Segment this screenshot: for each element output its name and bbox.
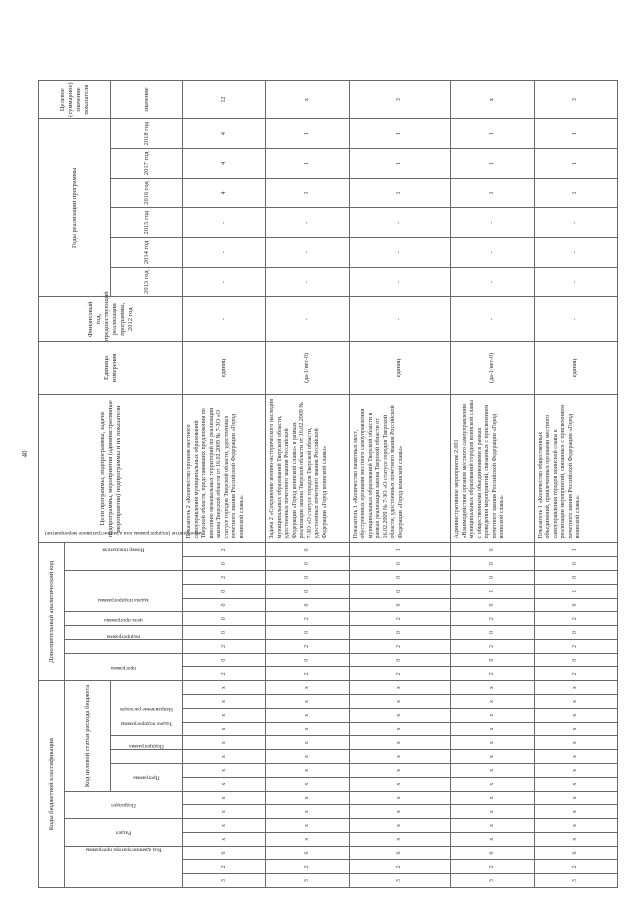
header-target: Целевое (суммарное) значение показателя	[39, 81, 111, 119]
row-y2015: -	[349, 208, 451, 238]
budget-code-digit: х	[183, 805, 266, 819]
table-row	[183, 81, 266, 888]
header-unit: Единица измерения	[39, 341, 183, 394]
budget-code-digit: х	[451, 832, 534, 846]
budget-code-digit: х	[266, 832, 349, 846]
analytic-code-digit: 0	[451, 626, 534, 640]
budget-code-digit: х	[266, 805, 349, 819]
budget-code-digit: 6	[534, 846, 617, 860]
analytic-code-digit: 0	[349, 584, 451, 598]
header-analytic-code: Дополнительный аналитический код	[39, 543, 65, 681]
row-y2015: -	[534, 208, 617, 238]
analytic-code-digit: 0	[451, 543, 534, 557]
analytic-code-digit: 2	[534, 639, 617, 653]
analytic-code-digit: 0	[266, 598, 349, 612]
row-y2013: -	[349, 267, 451, 297]
budget-code-digit: 3	[451, 874, 534, 888]
table-row	[451, 81, 534, 888]
budget-code-digit: х	[534, 819, 617, 833]
budget-code-digit: х	[451, 777, 534, 791]
analytic-code-digit: 0	[183, 598, 266, 612]
budget-code-digit: х	[349, 708, 451, 722]
row-y2013: -	[534, 267, 617, 297]
header-name: Цели программы, подпрограммы, задачи подпрограммы, мероприятия (административные мероприятия) подпрограммы и их показатели	[39, 394, 183, 542]
budget-code-digit: х	[534, 750, 617, 764]
row-y2013: -	[266, 267, 349, 297]
budget-code-digit: х	[349, 722, 451, 736]
row-y2014: -	[266, 238, 349, 268]
header-subsection	[65, 791, 183, 819]
analytic-code-digit: 0	[534, 626, 617, 640]
budget-code-digit: х	[451, 805, 534, 819]
budget-code-digit: х	[451, 681, 534, 695]
budget-code-digit: х	[183, 819, 266, 833]
table-row	[534, 81, 617, 888]
budget-code-digit: х	[349, 681, 451, 695]
budget-code-digit: 2	[183, 860, 266, 874]
analytic-code-digit: 0	[534, 653, 617, 667]
header-section	[65, 819, 183, 847]
budget-code-digit: 3	[266, 874, 349, 888]
row-y2014: -	[534, 238, 617, 268]
analytic-code-digit: 2	[266, 639, 349, 653]
row-name: Показатель 2 «Количество органов местного самоуправления муниципальных образований Тверской области, представивших предложения по внесению межевальных территорий по реализации закона Тверской области от 16.02.2009 № 7-ЗО «О статусе городов Тверской области, удостоенных почетного звания Российской Федерации «Город воинской славы»	[183, 394, 266, 542]
analytic-code-digit: 2	[266, 667, 349, 681]
row-finance: -	[534, 297, 617, 342]
row-y2018: 1	[266, 119, 349, 149]
budget-code-digit: х	[451, 695, 534, 709]
budget-code-digit: х	[266, 736, 349, 750]
budget-code-digit: х	[266, 777, 349, 791]
analytic-code-digit: 0	[266, 543, 349, 557]
budget-code-digit: х	[183, 722, 266, 736]
row-y2017: 1	[534, 149, 617, 179]
analytic-code-digit: 0	[183, 653, 266, 667]
budget-code-digit: х	[266, 708, 349, 722]
header-finance-year: Финансовый год, предшествующий реализации программы, 2012 год	[39, 297, 183, 342]
analytic-code-digit: 2	[183, 639, 266, 653]
row-y2013: -	[451, 267, 534, 297]
row-y2015: -	[266, 208, 349, 238]
row-unit: (да-1/нет-0)	[266, 341, 349, 394]
budget-code-digit: 6	[266, 846, 349, 860]
budget-code-digit: х	[349, 832, 451, 846]
budget-code-digit: х	[534, 708, 617, 722]
header-section-text: Раздел	[115, 829, 132, 836]
analytic-code-digit: 2	[451, 639, 534, 653]
budget-code-digit: х	[183, 736, 266, 750]
analytic-code-digit: 0	[534, 598, 617, 612]
analytic-code-digit: 0	[451, 598, 534, 612]
budget-code-digit: х	[349, 763, 451, 777]
analytic-code-digit: 0	[349, 653, 451, 667]
row-y2017: 1	[349, 149, 451, 179]
row-name: Задача 2 «Сохранение военно-исторического наследия муниципальных образований Тверской области, удостоенных почетного звания Российской Федерации «Город воинской славы» в рамках реализации закона Тверской области от 16.02.2009 № 7-ЗО «О статусе городов Тверской области, удостоенных почетного звания Российской Федерации «Город воинской славы»	[266, 394, 349, 542]
header-a-event-text: мероприятие (подпрограммы или административное мероприятие)	[44, 530, 203, 537]
budget-code-digit: 2	[349, 860, 451, 874]
analytic-code-digit: 1	[349, 543, 451, 557]
header-a-program-text: программа	[110, 664, 137, 671]
header-subsection-text: Подраздел	[111, 802, 136, 809]
analytic-code-digit: 0	[183, 612, 266, 626]
budget-code-digit: х	[349, 777, 451, 791]
row-y2013: -	[183, 267, 266, 297]
analytic-code-digit: 2	[349, 667, 451, 681]
budget-code-digit: х	[534, 832, 617, 846]
header-subprogram	[111, 743, 183, 764]
row-y2016: 1	[534, 178, 617, 208]
budget-code-digit: х	[183, 750, 266, 764]
row-target: 12	[183, 81, 266, 119]
budget-code-digit: 2	[451, 860, 534, 874]
budget-code-digit: х	[183, 681, 266, 695]
row-target: 3	[534, 81, 617, 119]
analytic-code-digit: 0	[534, 571, 617, 585]
header-y2018: 2018 год	[111, 119, 183, 149]
header-admin-code	[65, 846, 183, 887]
budget-code-digit: х	[534, 791, 617, 805]
row-y2016: 1	[451, 178, 534, 208]
row-y2016: 1	[349, 178, 451, 208]
row-name: Показатель 1 «Количество памятных мест, обустроенных органами местного самоуправления муниципальных образований Тверской области в рамках реализации закона Тверской области от 16.02.2009 № 7-ЗО «О статусе городов Тверской области, удостоенных почетного звания Российской Федерации «Город воинской славы»	[349, 394, 451, 542]
budget-code-digit: х	[183, 791, 266, 805]
program-indicators-table	[38, 80, 618, 888]
header-a-subprogram	[65, 633, 183, 653]
analytic-code-digit: 0	[183, 626, 266, 640]
analytic-code-digit: 0	[266, 571, 349, 585]
budget-code-digit: 3	[534, 874, 617, 888]
budget-code-digit: х	[266, 791, 349, 805]
row-y2018: 1	[451, 119, 534, 149]
row-y2018: 1	[534, 119, 617, 149]
budget-code-digit: х	[451, 791, 534, 805]
budget-code-digit: х	[349, 750, 451, 764]
header-a-indicator-no	[65, 543, 183, 571]
budget-code-digit: 6	[451, 846, 534, 860]
budget-code-digit: х	[183, 777, 266, 791]
row-target: х	[451, 81, 534, 119]
analytic-code-digit: 0	[266, 626, 349, 640]
row-y2014: -	[451, 238, 534, 268]
header-budget-classification: Коды бюджетной классификации	[39, 681, 65, 888]
header-program-text: Программа	[133, 774, 160, 781]
header-years: Годы реализации программы	[39, 119, 111, 297]
row-target: 3	[349, 81, 451, 119]
analytic-code-digit: 0	[534, 557, 617, 571]
budget-code-digit: х	[183, 763, 266, 777]
page-number: 40	[21, 450, 29, 458]
budget-code-digit: 6	[183, 846, 266, 860]
budget-code-digit: х	[534, 777, 617, 791]
budget-code-digit: 2	[534, 860, 617, 874]
analytic-code-digit: 0	[266, 557, 349, 571]
row-y2018: 4	[183, 119, 266, 149]
budget-code-digit: х	[451, 750, 534, 764]
analytic-code-digit: 1	[451, 584, 534, 598]
analytic-code-digit: 1	[534, 584, 617, 598]
budget-code-digit: х	[266, 695, 349, 709]
row-y2017: 1	[266, 149, 349, 179]
header-y2016: 2016 год	[111, 178, 183, 208]
budget-code-digit: 3	[183, 874, 266, 888]
analytic-code-digit: 2	[534, 612, 617, 626]
header-a-goal-text: цель программы	[104, 617, 143, 624]
budget-code-digit: 3	[349, 874, 451, 888]
analytic-code-digit: 2	[183, 667, 266, 681]
analytic-code-digit: 0	[266, 653, 349, 667]
analytic-code-digit: 2	[349, 612, 451, 626]
analytic-code-digit: 2	[183, 571, 266, 585]
header-a-indicator-no-text: Номер показателя	[102, 546, 145, 553]
budget-code-digit: х	[266, 681, 349, 695]
analytic-code-digit: 0	[349, 626, 451, 640]
budget-code-digit: х	[451, 708, 534, 722]
row-unit: (да-1/нет-0)	[451, 341, 534, 394]
table-row	[266, 81, 349, 888]
row-finance: -	[183, 297, 266, 342]
budget-code-digit: х	[266, 819, 349, 833]
header-target-value: значение	[111, 81, 183, 119]
row-y2018: 1	[349, 119, 451, 149]
header-program	[111, 763, 183, 791]
analytic-code-digit: 0	[266, 584, 349, 598]
budget-code-digit: х	[349, 805, 451, 819]
budget-code-digit: х	[266, 750, 349, 764]
row-y2014: -	[183, 238, 266, 268]
header-a-task-text: задача подпрограммы	[97, 597, 150, 604]
header-task-text: Задача подпрограммы	[120, 720, 173, 727]
row-finance: -	[266, 297, 349, 342]
row-y2015: -	[183, 208, 266, 238]
budget-code-digit: х	[183, 708, 266, 722]
row-unit: единиц	[349, 341, 451, 394]
header-a-program	[65, 653, 183, 681]
row-y2017: 1	[451, 149, 534, 179]
header-expense-direction-text: Направление расходов	[120, 705, 173, 712]
budget-code-digit: х	[349, 695, 451, 709]
budget-code-digit: х	[266, 763, 349, 777]
row-finance: -	[349, 297, 451, 342]
table-row	[349, 81, 451, 888]
analytic-code-digit: 2	[183, 543, 266, 557]
budget-code-digit: х	[349, 791, 451, 805]
budget-code-digit: х	[266, 722, 349, 736]
analytic-code-digit: 1	[534, 543, 617, 557]
budget-code-digit: х	[534, 763, 617, 777]
budget-code-digit: х	[451, 763, 534, 777]
budget-code-digit: х	[534, 722, 617, 736]
budget-code-digit: х	[451, 722, 534, 736]
header-admin-code-text: Код администратора программы	[85, 846, 162, 853]
budget-code-digit: х	[451, 819, 534, 833]
analytic-code-digit: 0	[183, 557, 266, 571]
analytic-code-digit: 2	[451, 667, 534, 681]
row-y2015: -	[451, 208, 534, 238]
budget-code-digit: х	[534, 681, 617, 695]
row-finance: -	[451, 297, 534, 342]
header-y2014: 2014 год	[111, 238, 183, 268]
row-name: Административное мероприятие 2.001 «Взаимодействие органов местного самоуправления муниципальных образований городов воинской славы с общественными объединениями в рамках проведения мероприятий, связанных с присвоением почетного звания Российской Федерации «Город воинской славы»	[451, 394, 534, 542]
analytic-code-digit: 0	[349, 598, 451, 612]
analytic-code-digit: 2	[451, 612, 534, 626]
header-expense-direction	[111, 681, 183, 736]
budget-code-digit: х	[349, 819, 451, 833]
budget-code-digit: х	[534, 736, 617, 750]
rotated-table-wrapper	[38, 80, 618, 888]
row-y2016: 4	[183, 178, 266, 208]
row-target: х	[266, 81, 349, 119]
row-name: Показатель 1 «Количество общественных объединений, привлеченных органами местного самоуправления городов воинской славы к реализации мероприятий, связанных с присвоением почетного звания Российской Федерации «Город воинской славы»	[534, 394, 617, 542]
analytic-code-digit: 0	[451, 571, 534, 585]
header-target-article: Код целевой статьи расхода бюджета	[65, 681, 111, 791]
budget-code-digit: х	[534, 695, 617, 709]
row-y2014: -	[349, 238, 451, 268]
analytic-code-digit: 2	[349, 639, 451, 653]
analytic-code-digit: 0	[451, 557, 534, 571]
budget-code-digit: х	[183, 832, 266, 846]
header-y2013: 2013 год	[111, 267, 183, 297]
header-a-subprogram-text: подпрограмма	[106, 633, 141, 640]
analytic-code-digit: 0	[349, 571, 451, 585]
analytic-code-digit: 2	[534, 667, 617, 681]
budget-code-digit: х	[451, 736, 534, 750]
row-y2017: 4	[183, 149, 266, 179]
analytic-code-digit: 0	[183, 584, 266, 598]
analytic-code-digit: 0	[451, 653, 534, 667]
row-y2016: 1	[266, 178, 349, 208]
budget-code-digit: х	[534, 805, 617, 819]
header-y2017: 2017 год	[111, 149, 183, 179]
row-unit: единиц	[534, 341, 617, 394]
budget-code-digit: х	[349, 736, 451, 750]
header-subprogram-text: Подпрограмма	[129, 743, 164, 750]
analytic-code-digit: 2	[266, 612, 349, 626]
analytic-code-digit: 0	[349, 557, 451, 571]
budget-code-digit: 6	[349, 846, 451, 860]
row-unit: единиц	[183, 341, 266, 394]
budget-code-digit: 2	[266, 860, 349, 874]
budget-code-digit: х	[183, 695, 266, 709]
header-y2015: 2015 год	[111, 208, 183, 238]
